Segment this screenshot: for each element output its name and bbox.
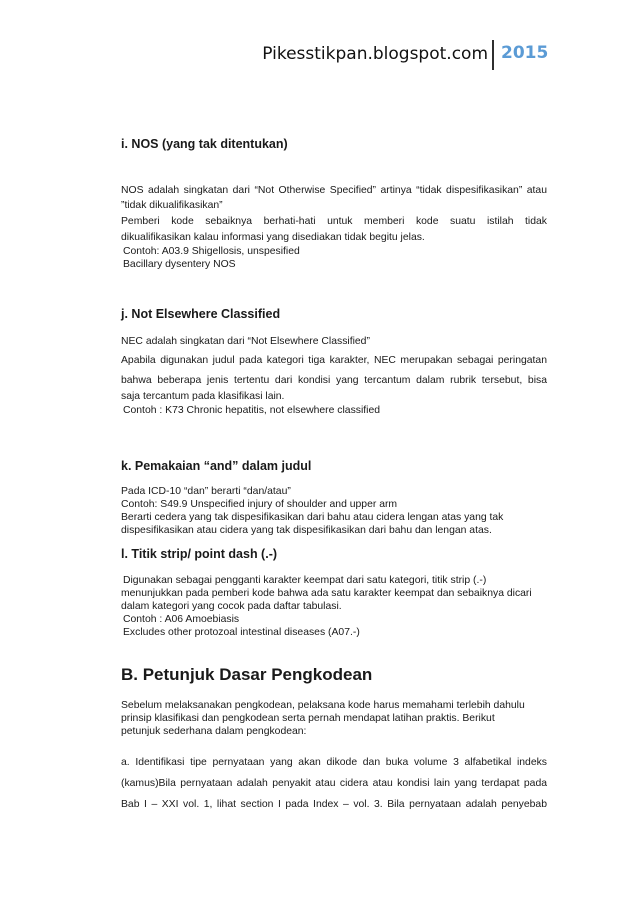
paragraph-line: saja tercantum pada klasifikasi lain. [121, 391, 285, 402]
section-nec [121, 307, 547, 417]
example-line: Contoh : K73 Chronic hepatitis, not elsewhere classified [123, 405, 381, 416]
paragraph-line: menunjukkan pada pemberi kode bahwa ada satu karakter keempat dan sebaiknya dicari [121, 588, 532, 599]
section-and-in-title [121, 459, 547, 537]
section-title: k. Pemakaian “and” dalam judul [121, 459, 312, 473]
example-line: Bacillary dysentery NOS [123, 259, 236, 270]
page-header [0, 36, 638, 70]
paragraph-line: bahwa beberapa jenis tertentu dari kondisi yang tercantum dalam rubrik tersebut, bisa [121, 375, 547, 386]
section-title: i. NOS (yang tak ditentukan) [121, 137, 288, 151]
section-point-dash [121, 547, 547, 639]
example-line: Contoh: A03.9 Shigellosis, unspesified [123, 246, 300, 257]
section-title: B. Petunjuk Dasar Pengkodean [121, 665, 373, 684]
paragraph-line: prinsip klasifikasi dan pengkodean serta pernah mendapat latihan praktis. Berikut [121, 713, 495, 724]
header-divider [492, 40, 494, 70]
example-line: Excludes other protozoal intestinal diseases (A07.-) [123, 627, 360, 638]
paragraph-line: dalam kategori yang cocok pada daftar tabulasi. [121, 601, 342, 612]
section-coding-guide [121, 665, 547, 815]
paragraph-line: petunjuk sederhana dalam pengkodean: [121, 726, 307, 737]
paragraph-line: (kamus)Bila pernyataan adalah penyakit atau cidera atau kondisi lain yang terdapat pada [121, 778, 547, 789]
paragraph-line: Sebelum melaksanakan pengkodean, pelaksana kode harus memahami terlebih dahulu [121, 700, 525, 711]
section-nos [121, 137, 547, 271]
paragraph-line: Apabila digunakan judul pada kategori tiga karakter, NEC merupakan sebagai peringatan [121, 355, 547, 366]
paragraph-line: NOS adalah singkatan dari “Not Otherwise Specified” artinya “tidak dispesifikasikan” atau [121, 185, 547, 196]
paragraph-line: Pada ICD-10 “dan” berarti “dan/atau” [121, 486, 291, 497]
section-title: j. Not Elsewhere Classified [121, 307, 281, 321]
example-line: Contoh : A06 Amoebiasis [123, 614, 240, 625]
paragraph-line: dispesifikasikan atau cidera yang tak dispesifikasikan dari bahu dan lengan atas. [121, 525, 492, 536]
site-name: Pikesstikpan.blogspot.com [262, 44, 488, 64]
paragraph-line: ”tidak dikualifikasikan” [121, 200, 223, 211]
paragraph-line: Berarti cedera yang tak dispesifikasikan dari bahu atau cidera lengan atas yang tak [121, 512, 504, 523]
paragraph-line: dikualifikasikan kalau informasi yang disediakan tidak begitu jelas. [121, 232, 425, 243]
section-title: l. Titik strip/ point dash (.-) [121, 547, 278, 561]
paragraph-line: NEC adalah singkatan dari “Not Elsewhere Classified” [121, 336, 370, 347]
paragraph-line: Contoh: S49.9 Unspecified injury of shoulder and upper arm [121, 499, 398, 510]
header-year: 2015 [501, 43, 549, 63]
paragraph-line: a. Identifikasi tipe pernyataan yang akan dikode dan buka volume 3 alfabetikal indeks [121, 757, 547, 768]
paragraph-line: Bab I – XXI vol. 1, lihat section I pada Index – vol. 3. Bila pernyataan adalah penyebab [121, 799, 547, 810]
paragraph-line: Pemberi kode sebaiknya berhati-hati untuk memberi kode suatu istilah tidak [121, 216, 547, 227]
document-body [121, 137, 547, 815]
paragraph-line: Digunakan sebagai pengganti karakter keempat dari satu kategori, titik strip (.-) [123, 575, 487, 586]
